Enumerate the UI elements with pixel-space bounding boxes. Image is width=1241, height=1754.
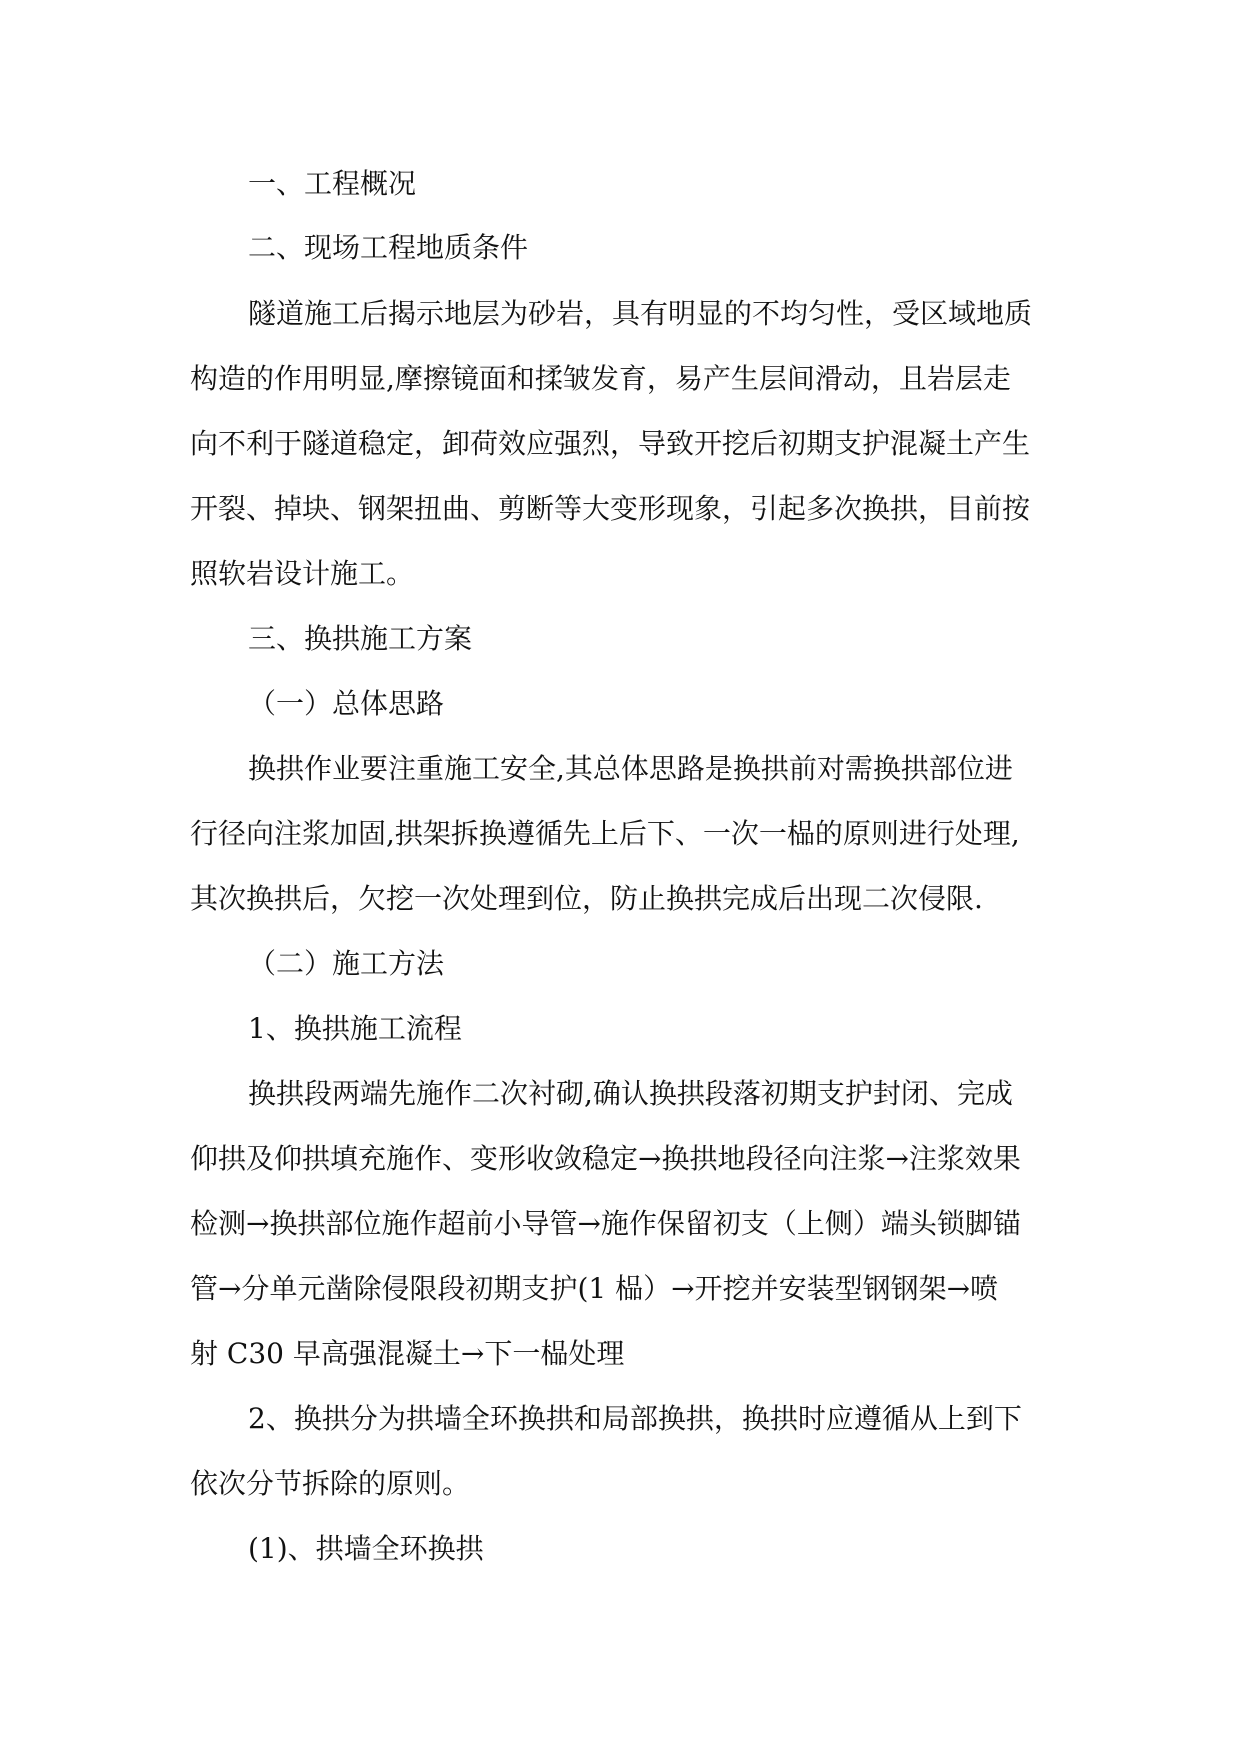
paragraph-line: 行径向注浆加固,拱架拆换遵循先上后下、一次一榀的原则进行处理, <box>190 817 1020 850</box>
subheading-full-ring-replacement: (1)、拱墙全环换拱 <box>248 1532 484 1565</box>
subheading-construction-method: （二）施工方法 <box>248 947 445 980</box>
paragraph-line: 换拱作业要注重施工安全,其总体思路是换拱前对需换拱部位进 <box>248 752 1013 785</box>
paragraph-line: 照软岩设计施工。 <box>190 557 415 590</box>
paragraph-line: 开裂、掉块、钢架扭曲、剪断等大变形现象，引起多次换拱，目前按 <box>190 492 1031 525</box>
paragraph-line: 隧道施工后揭示地层为砂岩，具有明显的不均匀性，受区域地质 <box>248 297 1033 330</box>
paragraph-line: 换拱段两端先施作二次衬砌,确认换拱段落初期支护封闭、完成 <box>248 1077 1013 1110</box>
paragraph-line: 构造的作用明显,摩擦镜面和揉皱发育，易产生层间滑动，且岩层走 <box>190 362 1011 395</box>
paragraph-line: 仰拱及仰拱填充施作、变形收敛稳定→换拱地段径向注浆→注浆效果 <box>190 1142 1021 1175</box>
paragraph-line: 依次分节拆除的原则。 <box>190 1467 471 1500</box>
heading-geological-conditions: 二、现场工程地质条件 <box>248 231 529 264</box>
subheading-overall-approach: （一）总体思路 <box>248 687 445 720</box>
subheading-process-flow: 1、换拱施工流程 <box>248 1012 462 1045</box>
paragraph-line: 向不利于隧道稳定，卸荷效应强烈，导致开挖后初期支护混凝土产生 <box>190 427 1031 460</box>
paragraph-line: 其次换拱后，欠挖一次处理到位，防止换拱完成后出现二次侵限. <box>190 882 983 915</box>
heading-arch-replacement-plan: 三、换拱施工方案 <box>248 622 473 655</box>
paragraph-line: 管→分单元凿除侵限段初期支护(1 榀）→开挖并安装型钢钢架→喷 <box>190 1272 999 1305</box>
heading-project-overview: 一、工程概况 <box>248 167 417 200</box>
paragraph-line: 检测→换拱部位施作超前小导管→施作保留初支（上侧）端头锁脚锚 <box>190 1207 1021 1240</box>
paragraph-line: 2、换拱分为拱墙全环换拱和局部换拱，换拱时应遵循从上到下 <box>248 1402 1022 1435</box>
paragraph-line: 射 C30 早高强混凝土→下一榀处理 <box>190 1337 625 1370</box>
